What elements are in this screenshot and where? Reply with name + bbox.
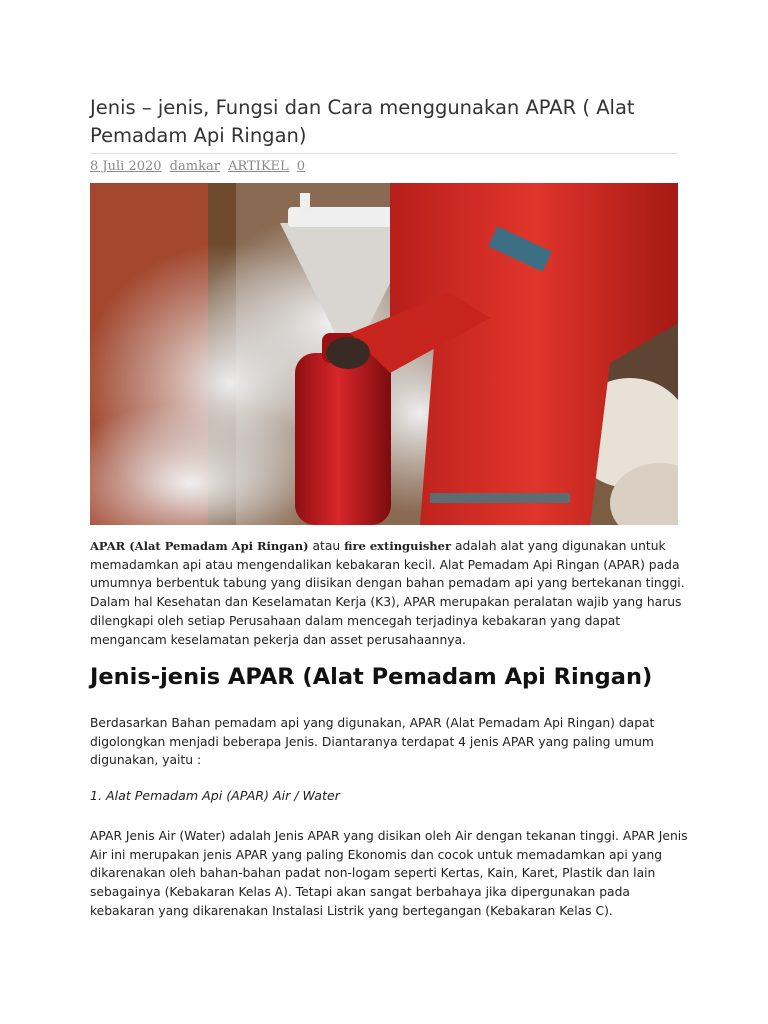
- post-category-link[interactable]: ARTIKEL: [228, 159, 289, 174]
- post-date-link[interactable]: 8 Juli 2020: [90, 159, 162, 174]
- type1-subheading: 1. Alat Pemadam Api (APAR) Air / Water: [90, 788, 340, 803]
- intro-term-fire-extinguisher: fire extinguisher: [344, 539, 452, 553]
- types-intro-paragraph: Berdasarkan Bahan pemadam api yang digunakan, APAR (Alat Pemadam Api Ringan) dapat digolongkan menjadi beberapa Jenis. Diantaranya terdapat 4 jenis APAR yang paling umum digunakan, yaitu :: [90, 716, 655, 768]
- title-divider: [90, 153, 678, 154]
- section-heading: Jenis-jenis APAR (Alat Pemadam Api Ringan): [90, 664, 653, 690]
- intro-body: adalah alat yang digunakan untuk memadamkan api atau mengendalikan kebakaran kecil. Alat Pemadam Api Ringan (APAR) pada umumnya berbentuk tabung yang diisikan dengan bahan pemadam api yang bertekanan tinggi. Dalam hal Kesehatan dan Keselamatan Kerja (K3), APAR merupakan peralatan wajib yang harus dilengkapi oleh setiap Perusahaan dalam mencegah terjadinya kebakaran yang dapat mengancam keselamatan pekerja dan asset perusahaannya.: [90, 539, 685, 647]
- post-meta: [90, 159, 309, 174]
- intro-term-apar: APAR (Alat Pemadam Api Ringan): [90, 539, 309, 553]
- hero-photo: [90, 183, 678, 525]
- type1-paragraph: APAR Jenis Air (Water) adalah Jenis APAR yang disikan oleh Air dengan tekanan tinggi. APAR Jenis Air ini merupakan jenis APAR yang paling Ekonomis dan cocok untuk memadamkan api yang dikarenakan oleh bahan-bahan padat non-logam seperti Kertas, Kain, Karet, Plastik dan lain sebagainya (Kebakaran Kelas A). Tetapi akan sangat berbahaya jika dipergunakan pada kebakaran yang dikarenakan Instalasi Listrik yang bertegangan (Kebakaran Kelas C).: [90, 829, 688, 918]
- post-author-link[interactable]: damkar: [169, 159, 220, 174]
- article-title: Jenis – jenis, Fungsi dan Cara menggunakan APAR ( Alat Pemadam Api Ringan): [90, 96, 635, 147]
- intro-connector: atau: [308, 539, 345, 553]
- intro-paragraph: [90, 537, 690, 649]
- post-comments-link[interactable]: 0: [296, 159, 306, 174]
